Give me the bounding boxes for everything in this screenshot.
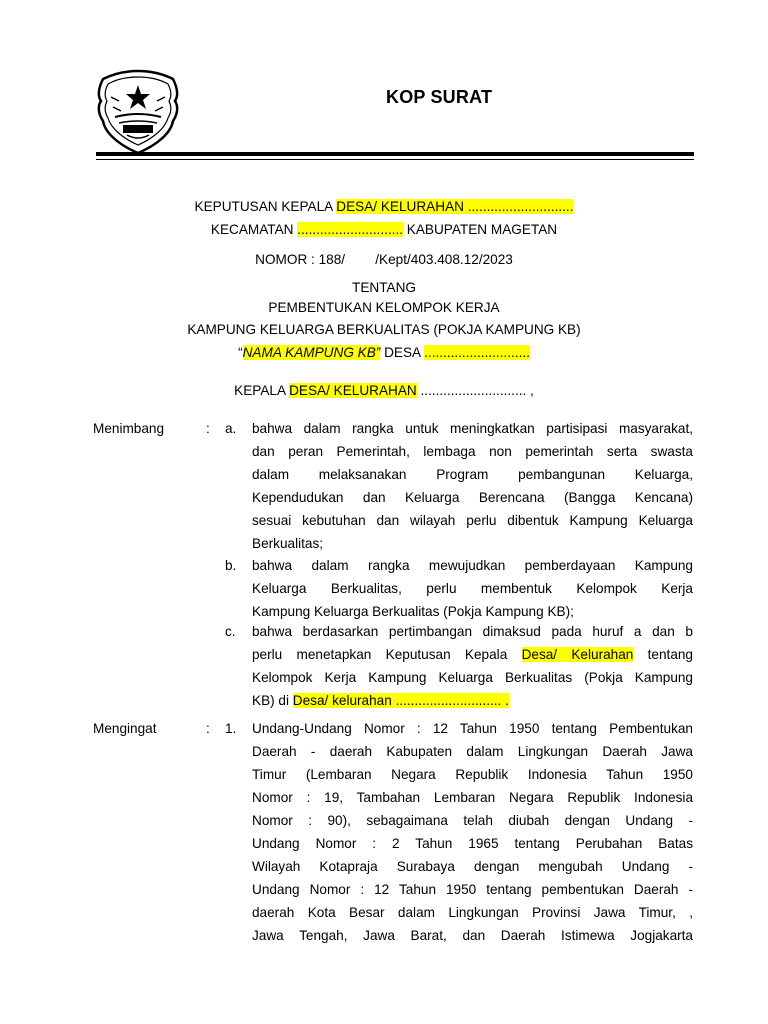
- kepala-line: [0, 383, 768, 398]
- decree-title-line2: [0, 222, 768, 237]
- text-fragment: tentang: [633, 647, 693, 662]
- text-fragment: perlu menetapkan Keputusan Kepala: [252, 647, 522, 662]
- text-line: [252, 643, 693, 666]
- text-line: Berkualitas;: [252, 536, 324, 551]
- text-line: bahwa berdasarkan pertimbangan dimaksud pada huruf a dan b: [252, 624, 693, 639]
- text-fragment: KB) di: [252, 693, 293, 708]
- mengingat-label: Mengingat: [93, 721, 157, 736]
- menimbang-marker-c: c.: [225, 624, 236, 639]
- menimbang-marker-a: a.: [225, 421, 237, 436]
- regency-name: KABUPATEN MAGETAN: [403, 222, 558, 237]
- text-line: sesuai kebutuhan dan wilayah perlu dibentuk Kampung Keluarga: [252, 513, 693, 528]
- letterhead-rule-thin: [96, 159, 694, 160]
- text-line: Kampung Keluarga Berkualitas (Pokja Kampung KB);: [252, 604, 574, 619]
- district-label: KECAMATAN: [210, 222, 298, 237]
- open-quote: “: [238, 345, 243, 360]
- letterhead-rule-thick: [96, 152, 694, 156]
- menimbang-item-b: [252, 554, 693, 623]
- text-line: dalam melaksanakan Program pembangunan Keluarga,: [252, 467, 693, 482]
- menimbang-label: Menimbang: [93, 421, 165, 436]
- text-line: Kelompok Kerja Kampung Keluarga Berkualitas (Pokja Kampung: [252, 670, 693, 685]
- menimbang-item-c: [252, 620, 693, 712]
- mengingat-marker-1: 1.: [225, 721, 237, 736]
- menimbang-marker-b: b.: [225, 558, 237, 573]
- tentang-label: TENTANG: [352, 280, 416, 295]
- kepala-village-dots: ............................ ,: [416, 383, 534, 398]
- subject-line2: KAMPUNG KELUARGA BERKUALITAS (POKJA KAMPUNG KB): [187, 322, 581, 337]
- text-line: Nomor : 90), sebagaimana telah diubah dengan Undang -: [252, 813, 693, 828]
- desa-kelurahan-highlight: Desa/ kelurahan: [292, 693, 392, 708]
- text-line: dan peran Pemerintah, lembaga non pemerintah serta swasta: [252, 444, 693, 459]
- village-name-dots: ............................: [463, 199, 574, 214]
- text-line: bahwa dalam rangka untuk meningkatkan partisipasi masyarakat,: [252, 421, 693, 436]
- mengingat-colon: :: [206, 721, 210, 736]
- text-line: Kependudukan dan Keluarga Berencana (Bangga Kencana): [252, 490, 693, 505]
- text-line: Nomor : 19, Tambahan Lembaran Negara Republik Indonesia: [252, 790, 693, 805]
- decree-title-prefix: KEPUTUSAN KEPALA: [194, 199, 337, 214]
- subject-line1: PEMBENTUKAN KELOMPOK KERJA: [268, 300, 500, 315]
- desa-kelurahan-highlight: Desa/ Kelurahan: [521, 647, 634, 662]
- text-line: Undang Nomor : 12 Tahun 1950 tentang pembentukan Daerah -: [252, 882, 693, 897]
- text-line: Keluarga Berkualitas, perlu membentuk Kelompok Kerja: [252, 581, 693, 596]
- menimbang-item-a: [252, 417, 693, 555]
- regency-emblem-icon: [93, 67, 183, 157]
- text-line: bahwa dalam rangka mewujudkan pemberdayaan Kampung: [252, 558, 693, 573]
- desa-name-dots: ............................: [424, 345, 530, 360]
- kepala-village-highlight: DESA/ KELURAHAN: [289, 383, 417, 398]
- text-line: Timur (Lembaran Negara Republik Indonesia Tahun 1950: [252, 767, 693, 782]
- text-line: Undang Nomor : 2 Tahun 1965 tentang Perubahan Batas: [252, 836, 693, 851]
- text-line: Wilayah Kotapraja Surabaya dengan mengubah Undang -: [252, 859, 693, 874]
- text-line: Daerah - daerah Kabupaten dalam Lingkungan Daerah Jawa: [252, 744, 693, 759]
- mengingat-item-1: [252, 717, 693, 947]
- desa-label: DESA: [380, 345, 425, 360]
- kampung-name-highlight: NAMA KAMPUNG KB”: [242, 345, 381, 360]
- text-line: daerah Kota Besar dalam Lingkungan Provinsi Jawa Timur, ,: [252, 905, 693, 920]
- decree-title-line1: [0, 199, 768, 214]
- text-line: Jawa Tengah, Jawa Barat, dan Daerah Istimewa Jogjakarta: [252, 928, 693, 943]
- text-line: [252, 689, 693, 712]
- decree-number: NOMOR : 188/ /Kept/403.408.12/2023: [255, 252, 513, 267]
- menimbang-colon: :: [206, 421, 210, 436]
- kepala-label: KEPALA: [234, 383, 290, 398]
- kampung-name-line: [0, 345, 768, 360]
- village-placeholder-highlight: DESA/ KELURAHAN: [336, 199, 464, 214]
- district-name-dots: ............................: [297, 222, 403, 237]
- text-line: Undang-Undang Nomor : 12 Tahun 1950 tentang Pembentukan: [252, 721, 693, 736]
- village-name-dots: ............................ .: [391, 693, 509, 708]
- letterhead-title: KOP SURAT: [386, 87, 493, 107]
